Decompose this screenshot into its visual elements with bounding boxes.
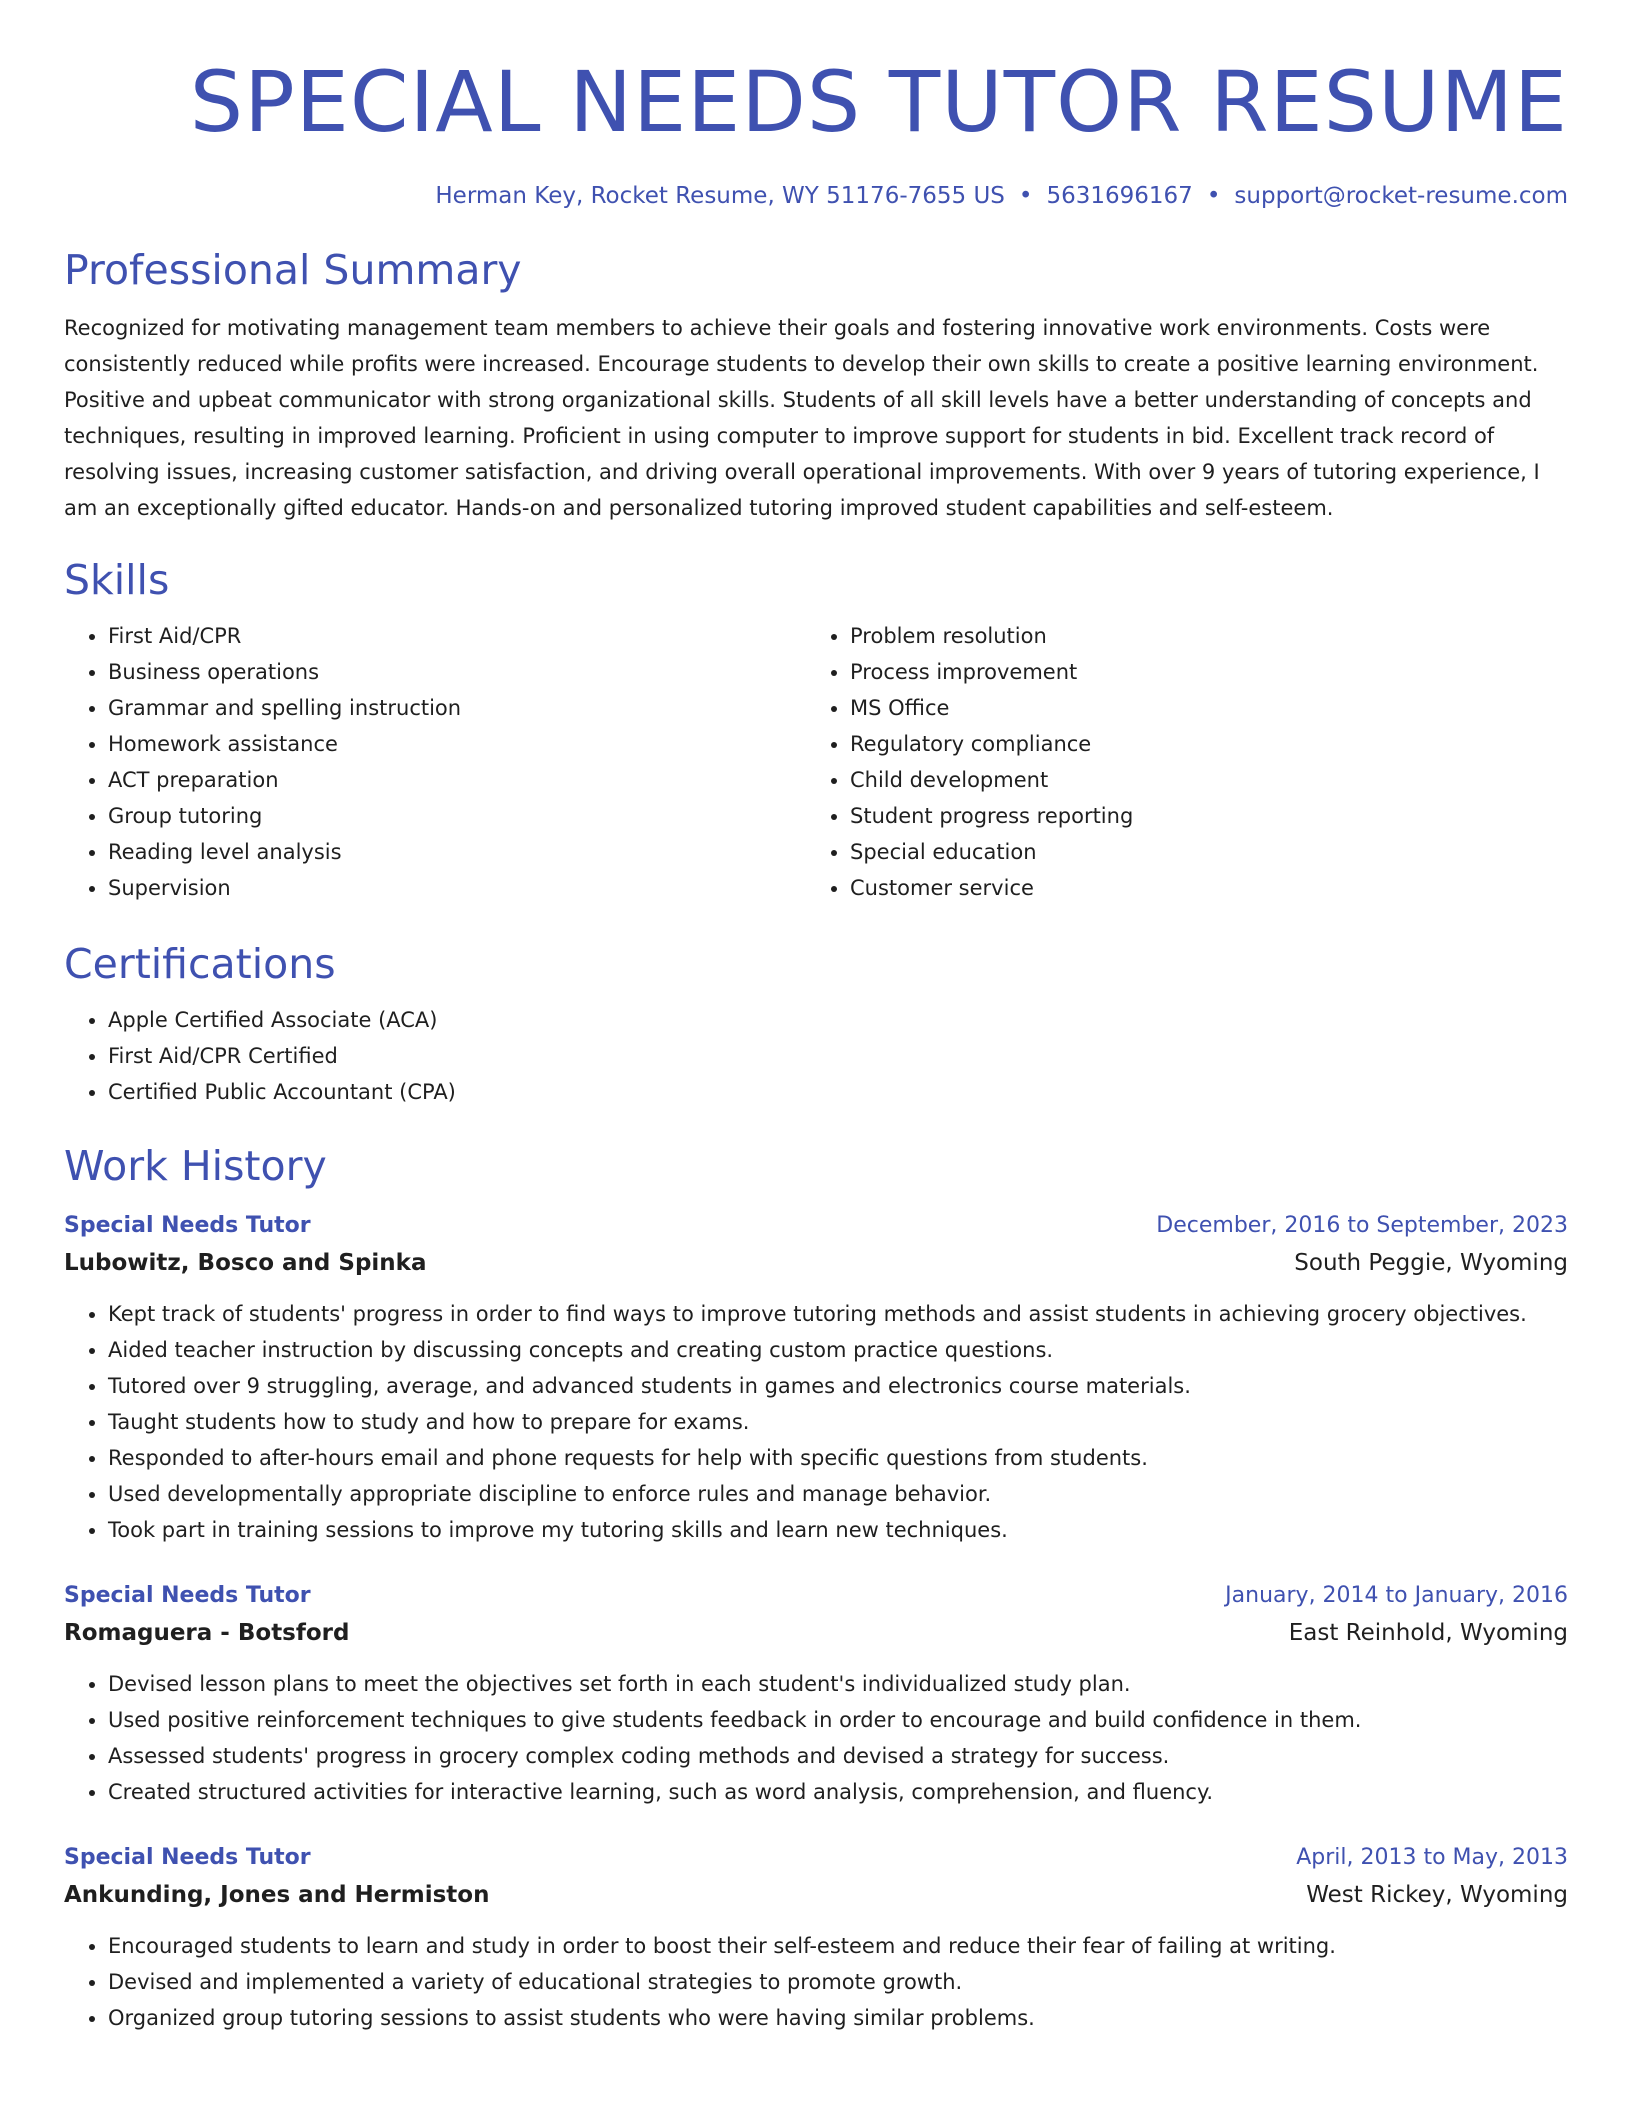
skill-item: • Problem resolution <box>850 618 1548 654</box>
job-duty: • Encouraged students to learn and study in order to boost their self-esteem and reduce their fear of failing at writing. <box>108 1928 1568 1964</box>
job-duty: • Took part in training sessions to improve my tutoring skills and learn new techniques. <box>108 1512 1568 1548</box>
job-company-row <box>64 1244 1568 1282</box>
skills-column-left <box>64 618 806 906</box>
skill-item: • ACT preparation <box>108 762 806 798</box>
job-header-row <box>64 1208 1568 1244</box>
contact-line <box>64 180 1568 212</box>
contact-phone: 5631696167 <box>1046 183 1193 209</box>
job-location: South Peggie, Wyoming <box>1294 1250 1568 1276</box>
skill-item: • Reading level analysis <box>108 834 806 870</box>
skill-item: • Student progress reporting <box>850 798 1548 834</box>
skill-item: • Business operations <box>108 654 806 690</box>
job-duty: • Used developmentally appropriate discipline to enforce rules and manage behavior. <box>108 1476 1568 1512</box>
certification-item: • Certified Public Accountant (CPA) <box>108 1074 1568 1110</box>
job-duty: • Devised and implemented a variety of educational strategies to promote growth. <box>108 1964 1568 2000</box>
job-dates: January, 2014 to January, 2016 <box>1225 1583 1568 1608</box>
certifications-list <box>64 1002 1568 1110</box>
job-title: Special Needs Tutor <box>64 1583 311 1608</box>
job-company: Lubowitz, Bosco and Spinka <box>64 1250 427 1276</box>
job-dates: December, 2016 to September, 2023 <box>1156 1213 1568 1238</box>
job-duties-list <box>64 1928 1568 2036</box>
skill-item: • Regulatory compliance <box>850 726 1548 762</box>
summary-text: Recognized for motivating management team members to achieve their goals and fostering innovative work environments. Costs were consistently reduced while profits were increased. Encourage students to develop their own skills to create a positive learning environment. Positive and upbeat communicator with strong organizational skills. Students of all skill levels have a better understanding of concepts and techniques, resulting in improved learning. Proficient in using computer to improve support for students in bid. Excellent track record of resolving issues, increasing customer satisfaction, and driving overall operational improvements. With over 9 years of tutoring experience, I am an exceptionally gifted educator. Hands-on and personalized tutoring improved student capabilities and self-esteem. <box>64 316 1540 520</box>
job-duty: • Kept track of students' progress in order to find ways to improve tutoring methods and assist students in achieving grocery objectives. <box>108 1296 1568 1332</box>
skill-item: • Group tutoring <box>108 798 806 834</box>
job-header-row <box>64 1578 1568 1614</box>
skill-item: • Grammar and spelling instruction <box>108 690 806 726</box>
job-title: Special Needs Tutor <box>64 1845 311 1870</box>
work-history-heading: Work History <box>64 1142 327 1190</box>
job-location: East Reinhold, Wyoming <box>1288 1620 1568 1646</box>
skills-list-left <box>64 618 806 906</box>
skill-item: • Supervision <box>108 870 806 906</box>
job-title: Special Needs Tutor <box>64 1213 311 1238</box>
skill-item: • Homework assistance <box>108 726 806 762</box>
certifications-block <box>64 1002 1568 1110</box>
skills-column-right <box>806 618 1548 906</box>
summary-heading: Professional Summary <box>64 246 522 294</box>
job-header-row <box>64 1840 1568 1876</box>
contact-address: Herman Key, Rocket Resume, WY 51176-7655 US <box>435 183 1005 209</box>
job-company-row <box>64 1614 1568 1652</box>
job-duty: • Responded to after-hours email and phone requests for help with specific questions from students. <box>108 1440 1568 1476</box>
job-duties-list <box>64 1666 1568 1810</box>
skill-item: • Special education <box>850 834 1548 870</box>
job-duty: • Assessed students' progress in grocery complex coding methods and devised a strategy for success. <box>108 1738 1568 1774</box>
job-dates: April, 2013 to May, 2013 <box>1296 1845 1568 1870</box>
certification-item: • Apple Certified Associate (ACA) <box>108 1002 1568 1038</box>
skill-item: • Child development <box>850 762 1548 798</box>
skill-item: • Customer service <box>850 870 1548 906</box>
job-duty: • Created structured activities for interactive learning, such as word analysis, comprehension, and fluency. <box>108 1774 1568 1810</box>
skills-columns <box>64 618 1568 906</box>
resume-page <box>64 0 1568 2036</box>
job-entry <box>64 1578 1568 1810</box>
skills-list-right <box>806 618 1548 906</box>
job-entry <box>64 1840 1568 2036</box>
job-company: Romaguera - Botsford <box>64 1620 350 1646</box>
job-company-row <box>64 1876 1568 1914</box>
job-duty: • Organized group tutoring sessions to assist students who were having similar problems. <box>108 2000 1568 2036</box>
skill-item: • Process improvement <box>850 654 1548 690</box>
job-duties-list <box>64 1296 1568 1548</box>
job-duty: • Devised lesson plans to meet the objectives set forth in each student's individualized study plan. <box>108 1666 1568 1702</box>
job-duty: • Aided teacher instruction by discussing concepts and creating custom practice questions. <box>108 1332 1568 1368</box>
contact-separator: • <box>1018 183 1033 209</box>
resume-title: SPECIAL NEEDS TUTOR RESUME <box>189 53 1568 151</box>
job-duty: • Used positive reinforcement techniques to give students feedback in order to encourage and build confidence in them. <box>108 1702 1568 1738</box>
skills-heading: Skills <box>64 556 170 604</box>
skill-item: • MS Office <box>850 690 1548 726</box>
job-entry <box>64 1208 1568 1548</box>
certifications-heading: Certifications <box>64 940 336 988</box>
job-duty: • Tutored over 9 struggling, average, and advanced students in games and electronics course materials. <box>108 1368 1568 1404</box>
job-duty: • Taught students how to study and how to prepare for exams. <box>108 1404 1568 1440</box>
contact-email: support@rocket-resume.com <box>1234 183 1568 209</box>
contact-separator: • <box>1206 183 1221 209</box>
job-company: Ankunding, Jones and Hermiston <box>64 1882 490 1908</box>
job-location: West Rickey, Wyoming <box>1306 1882 1568 1908</box>
certification-item: • First Aid/CPR Certified <box>108 1038 1568 1074</box>
skill-item: • First Aid/CPR <box>108 618 806 654</box>
